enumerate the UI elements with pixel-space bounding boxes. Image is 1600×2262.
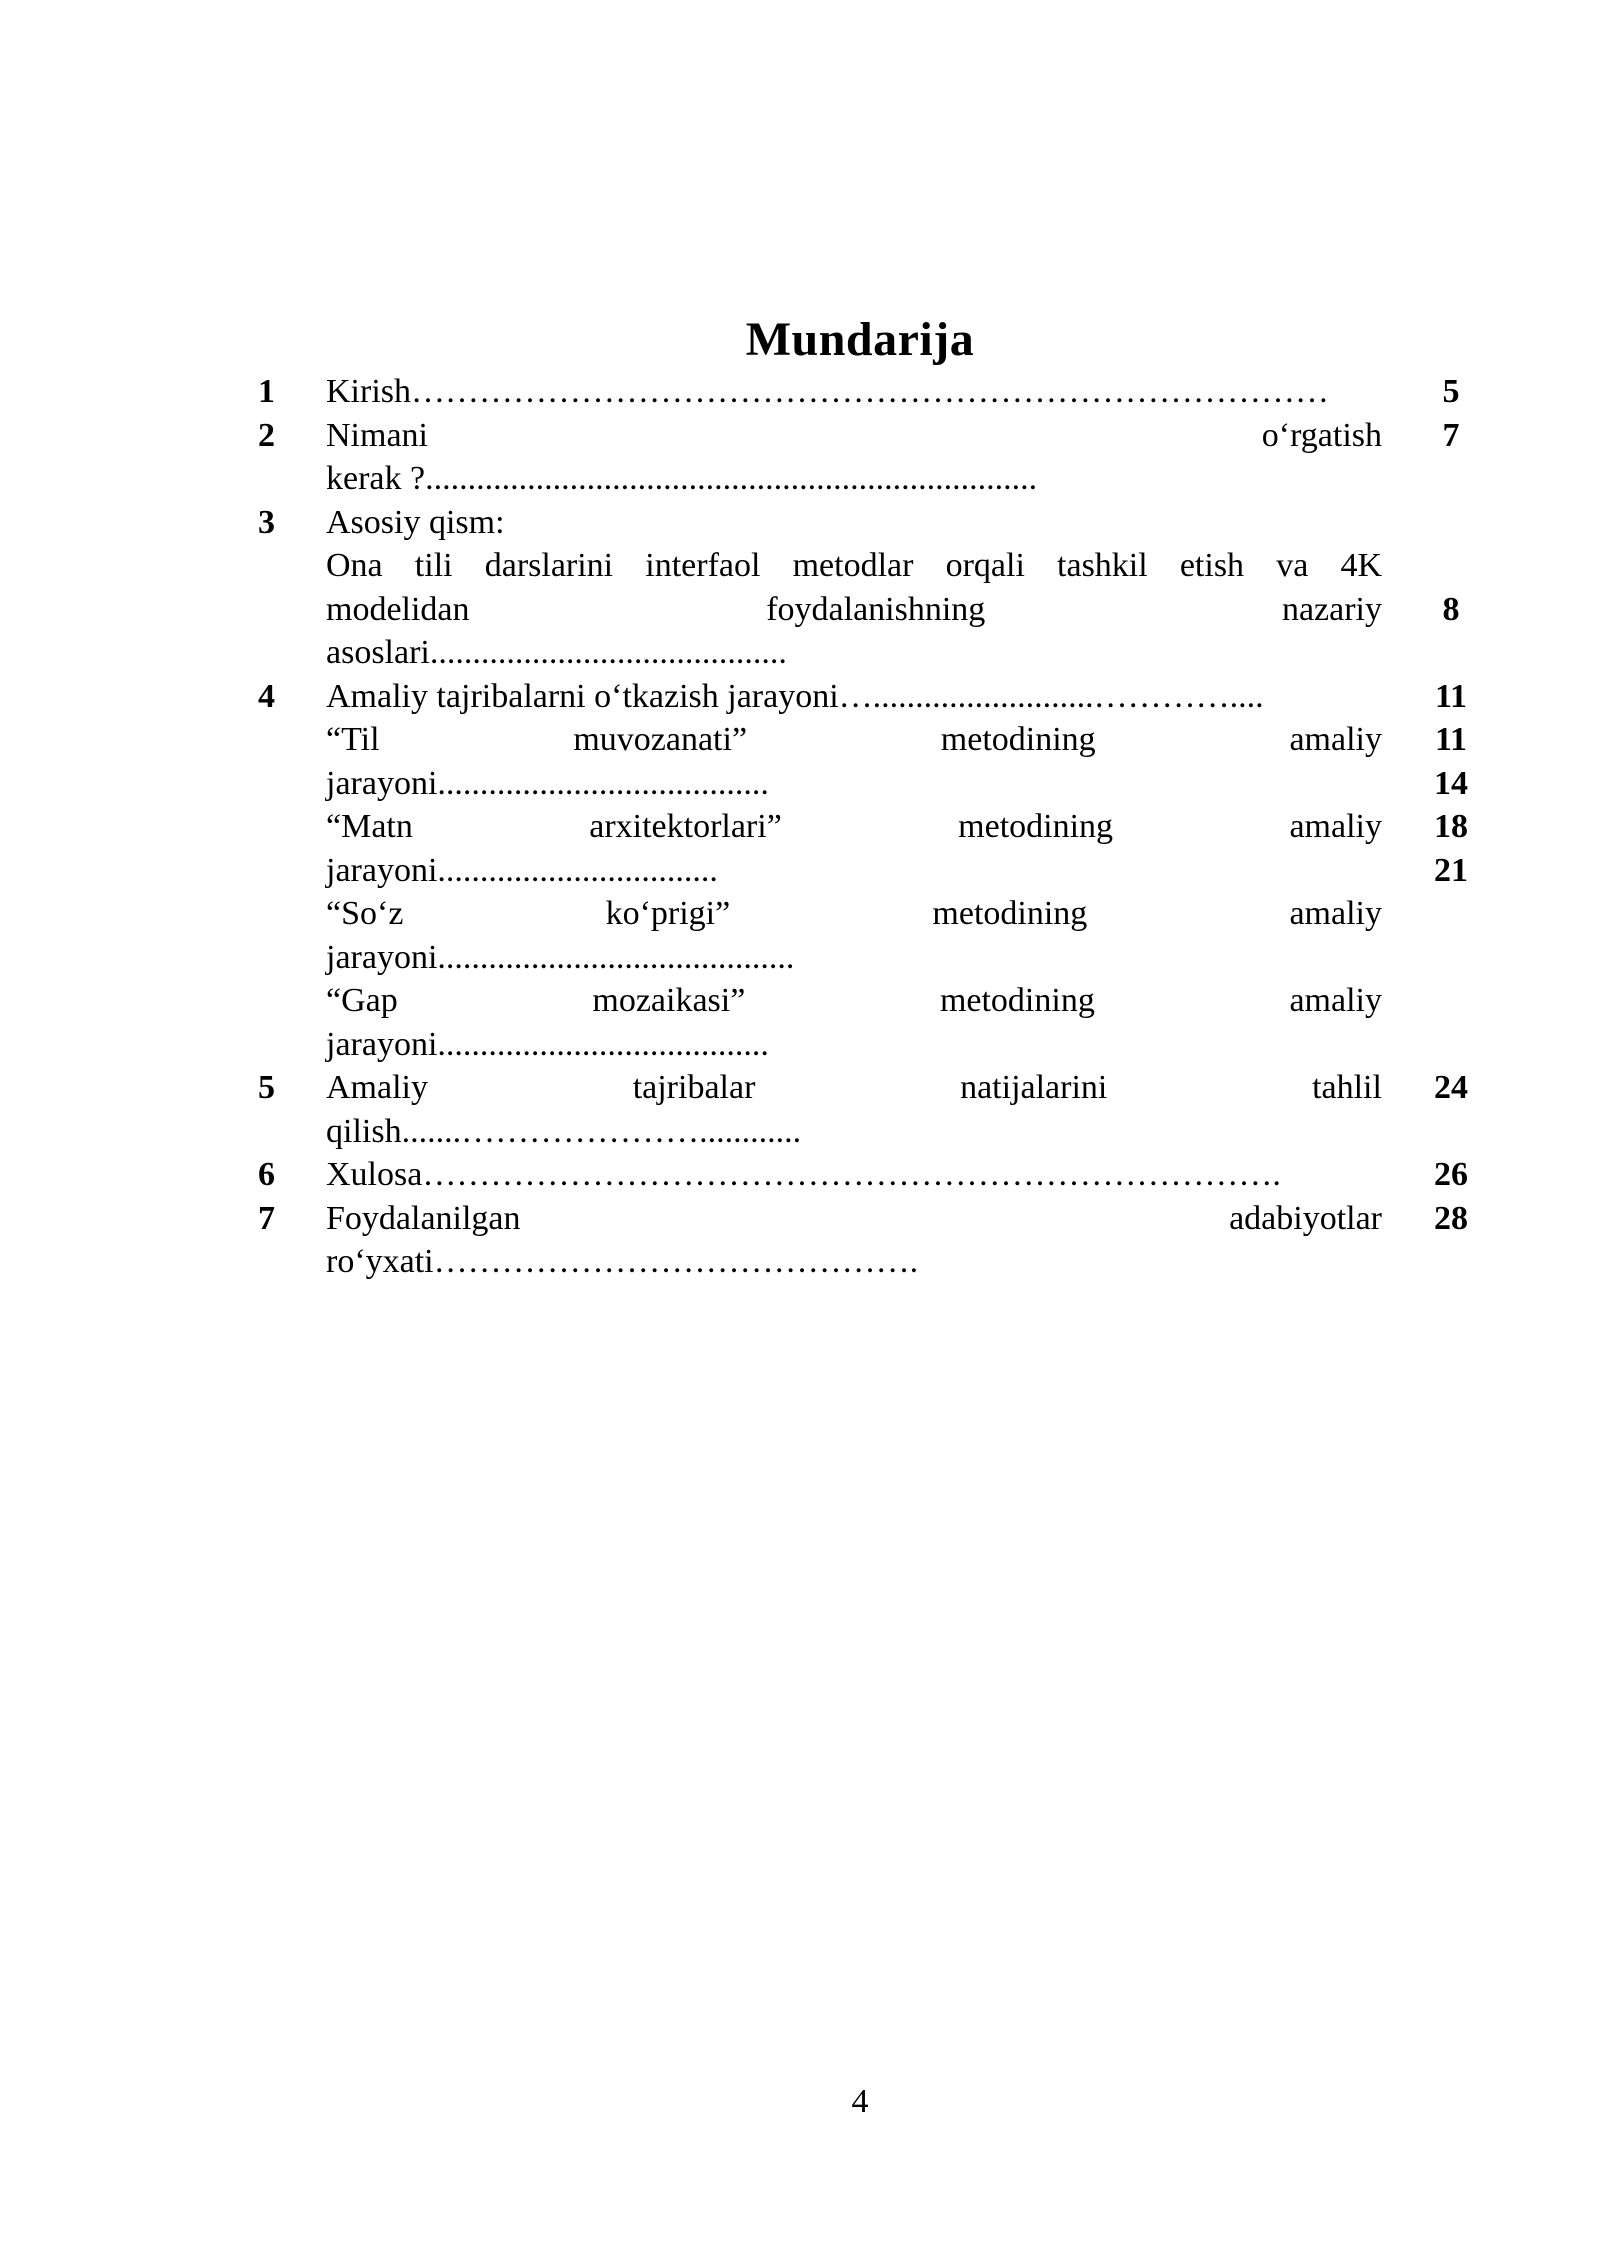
toc-line [258,544,1480,588]
toc-word: tashkil [1057,547,1148,584]
toc-page-number: 18 [1434,808,1468,845]
toc-word: amaliy [1289,895,1382,932]
toc-word: jarayoni....................................... [326,1025,769,1063]
toc-line [258,1153,1480,1197]
toc-word: Amaliy [326,1069,428,1106]
toc-word: amaliy [1289,808,1382,845]
toc-page-number: 11 [1434,721,1468,758]
toc-word: Kirish……………………………………………………………………… [326,373,1329,410]
toc-page-number: 28 [1434,1199,1468,1237]
toc-line [258,1240,1480,1284]
toc-page-number: 26 [1434,1156,1468,1193]
toc-word: metodlar [792,547,914,584]
toc-entry-number: 7 [258,1199,275,1237]
toc-word: jarayoni.......................................... [326,938,795,976]
toc-word: tahlil [1312,1069,1382,1106]
toc-entry-text [326,805,1382,849]
toc-line [258,675,1480,719]
toc-word: modelidan [326,590,470,628]
toc-line [258,1023,1480,1067]
toc-entry-text [326,414,1382,458]
toc-word: ro‘yxati……………………………………. [326,1243,919,1280]
toc-word: kerak ?........................................................................ [326,460,1038,497]
toc-line [258,1110,1480,1154]
toc-word: amaliy [1289,721,1382,758]
toc-entry-text [326,1197,1382,1241]
toc-entry-text [326,762,769,806]
toc-entry-number: 3 [258,503,275,541]
toc-line [258,370,1480,414]
toc-word: mozaikasi” [592,982,746,1019]
toc-line [258,718,1480,762]
toc-word: “Gap [326,982,398,1019]
toc-line [258,414,1480,458]
toc-word: Asosiy qism: [326,503,505,541]
toc-entry-text [326,1023,769,1067]
toc-line [258,631,1480,675]
toc-word: asoslari.......................................... [326,634,787,671]
toc-line [258,457,1480,501]
toc-word: Foydalanilgan [326,1199,521,1237]
toc-word: foydalanishning [766,590,986,628]
toc-word: “Til [326,721,380,758]
toc-word: qilish.......…………………............ [326,1112,802,1150]
toc-page-number: 8 [1442,590,1460,628]
toc-word: “Matn [326,808,413,845]
toc-line [258,1066,1480,1110]
toc-word: metodining [940,721,1096,758]
toc-entry-text [326,936,794,980]
toc-entry-text [326,1110,801,1154]
toc-entry-text [326,1240,918,1284]
toc-word: tili [414,547,453,584]
toc-entry-text [326,501,505,545]
toc-word: muvozanati” [573,721,748,758]
toc-entry-text [326,457,1037,501]
toc-word: orqali [945,547,1025,584]
toc-entry-text [326,544,1382,588]
toc-word: Amaliy tajribalarni o‘tkazish jarayoni…..........................………….... [326,677,1264,715]
toc-entry-text [326,370,1329,414]
toc-line [258,501,1480,545]
toc-entry-text [326,979,1382,1023]
toc-page-number: 21 [1434,851,1468,889]
toc-word: metodining [939,982,1095,1019]
table-of-contents [258,370,1480,1284]
toc-word: va [1276,547,1309,584]
toc-word: Xulosa…………………………………………………………………. [326,1156,1281,1193]
toc-entry-text [326,631,787,675]
toc-page-number: 11 [1434,677,1468,715]
toc-line [258,849,1480,893]
toc-word: Ona [326,547,383,584]
toc-word: nazariy [1281,590,1382,628]
toc-entry-number: 4 [258,677,275,715]
toc-line [258,1197,1480,1241]
toc-word: ko‘prigi” [605,895,731,932]
toc-word: natijalarini [960,1069,1108,1106]
toc-word: jarayoni....................................... [326,764,769,802]
toc-page-number: 14 [1434,764,1468,802]
toc-line [258,762,1480,806]
toc-entry-text [326,1066,1382,1110]
toc-word: Nimani [326,416,428,454]
toc-page-number: 24 [1434,1069,1468,1106]
toc-entry-text [326,892,1382,936]
toc-entry-text [326,849,718,893]
toc-page-number: 7 [1442,416,1460,454]
toc-page-number: 5 [1442,373,1460,410]
toc-line [258,892,1480,936]
toc-entry-text [326,718,1382,762]
toc-word: metodining [932,895,1088,932]
toc-word: o‘rgatish [1261,416,1382,454]
toc-line [258,588,1480,632]
toc-word: “So‘z [326,895,404,932]
toc-word: interfaol [645,547,761,584]
toc-line [258,805,1480,849]
toc-line [258,979,1480,1023]
toc-word: tajribalar [632,1069,756,1106]
toc-word: jarayoni................................. [326,851,718,889]
toc-word: 4K [1340,547,1382,584]
toc-line [258,936,1480,980]
page-number: 4 [851,2083,869,2120]
toc-entry-number: 2 [258,416,275,454]
toc-entry-text [326,588,1382,632]
page-title: Mundarija [745,313,975,366]
toc-word: etish [1179,547,1245,584]
toc-word: amaliy [1289,982,1382,1019]
toc-entry-number: 1 [258,373,275,410]
toc-word: arxitektorlari” [589,808,782,845]
toc-entry-number: 5 [258,1069,275,1106]
toc-word: darslarini [484,547,614,584]
toc-entry-number: 6 [258,1156,275,1193]
toc-entry-text [326,1153,1281,1197]
toc-entry-text [326,675,1264,719]
toc-word: adabiyotlar [1229,1199,1382,1237]
toc-word: metodining [958,808,1114,845]
